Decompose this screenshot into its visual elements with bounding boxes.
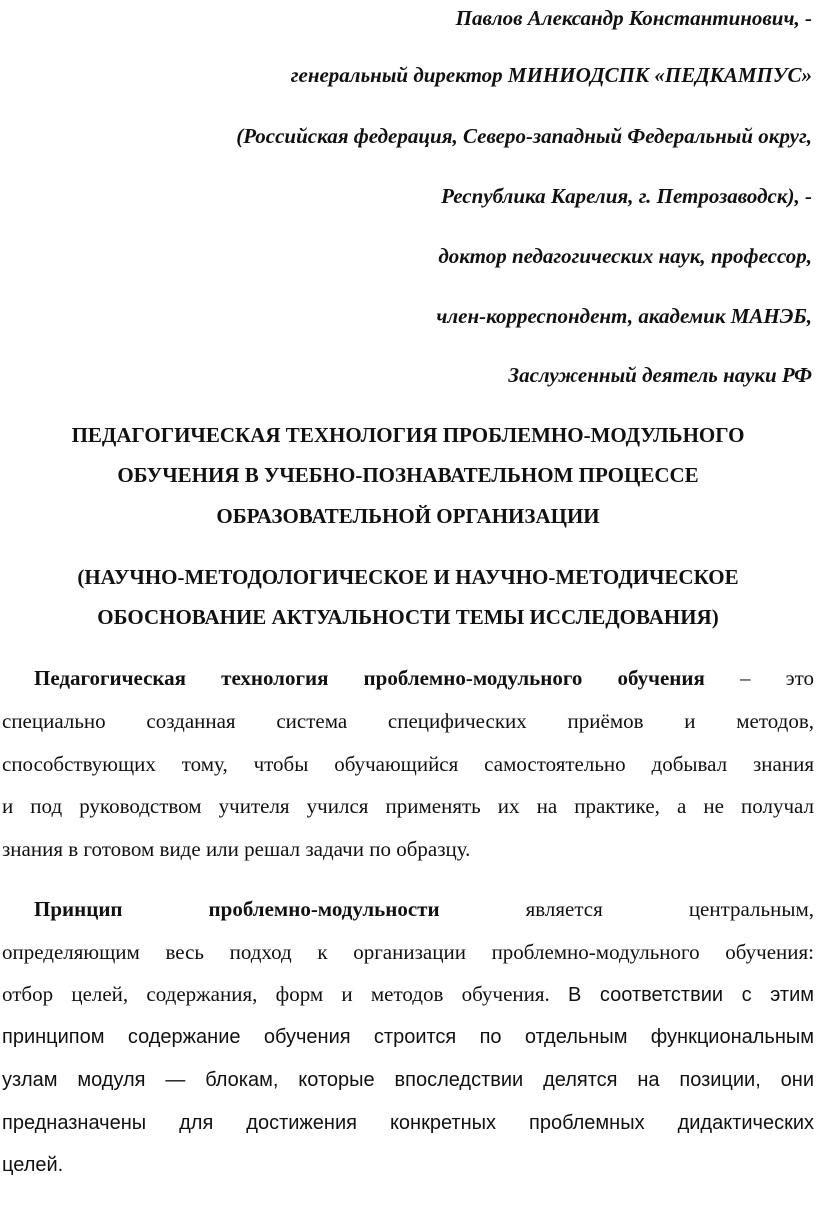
author-line-3: (Российская федерация, Северо-западный Федеральный округ, <box>236 124 812 148</box>
title-line-2: ОБУЧЕНИЯ В УЧЕБНО-ПОЗНАВАТЕЛЬНОМ ПРОЦЕССЕ <box>117 463 699 487</box>
paragraph-2-line-3-start: отбор целей, содержания, форм и методов обучения. <box>2 982 550 1006</box>
title-line-3: ОБРАЗОВАТЕЛЬНОЙ ОРГАНИЗАЦИИ <box>216 504 600 528</box>
author-line-2: генеральный директор МИНИОДСПК «ПЕДКАМПУС» <box>290 63 812 87</box>
paragraph-2-line-3-rest: В соответствии с этим <box>568 984 814 1006</box>
paragraph-2-line-5: узлам модуля — блокам, которые впоследствии делятся на позиции, они <box>2 1069 814 1091</box>
author-line-5: доктор педагогических наук, профессор, <box>438 244 812 268</box>
paragraph-1-line-5: знания в готовом виде или решал задачи по образцу. <box>2 837 471 861</box>
paragraph-1-line-1-rest: – это <box>739 666 815 690</box>
paragraph-2-term: Принцип проблемно-модульности <box>34 897 440 921</box>
title-line-1: ПЕДАГОГИЧЕСКАЯ ТЕХНОЛОГИЯ ПРОБЛЕМНО-МОДУЛЬНОГО <box>71 423 745 447</box>
paragraph-2-line-7: целей. <box>2 1154 64 1176</box>
paragraph-2-line-1 <box>34 895 814 923</box>
author-line-6: член-корреспондент, академик МАНЭБ, <box>436 304 812 328</box>
author-line-7: Заслуженный деятель науки РФ <box>508 363 812 387</box>
paragraph-1-line-1 <box>34 664 814 692</box>
subtitle-line-1: (НАУЧНО-МЕТОДОЛОГИЧЕСКОЕ И НАУЧНО-МЕТОДИЧЕСКОЕ <box>77 565 739 589</box>
paragraph-2-line-3 <box>2 980 814 1009</box>
paragraph-2-line-6: предназначены для достижения конкретных проблемных дидактических <box>2 1112 814 1134</box>
author-line-1: Павлов Александр Константинович, - <box>455 6 812 30</box>
paragraph-2-line-2: определяющим весь подход к организации проблемно-модульного обучения: <box>2 940 814 964</box>
paragraph-1-line-3: способствующих тому, чтобы обучающийся самостоятельно добывал знания <box>2 752 814 776</box>
paragraph-1-term: Педагогическая технология проблемно-модульного обучения <box>34 666 705 690</box>
paragraph-1-line-2: специально созданная система специфических приёмов и методов, <box>2 709 814 733</box>
paragraph-2-line-1-rest: является центральным, <box>525 897 815 921</box>
paragraph-1-line-4: и под руководством учителя учился применять их на практике, а не получал <box>2 794 814 818</box>
author-line-4: Республика Карелия, г. Петрозаводск), - <box>441 184 812 208</box>
paragraph-2-line-4: принципом содержание обучения строится по отдельным функциональным <box>2 1026 814 1048</box>
subtitle-line-2: ОБОСНОВАНИЕ АКТУАЛЬНОСТИ ТЕМЫ ИССЛЕДОВАНИЯ) <box>97 605 719 629</box>
